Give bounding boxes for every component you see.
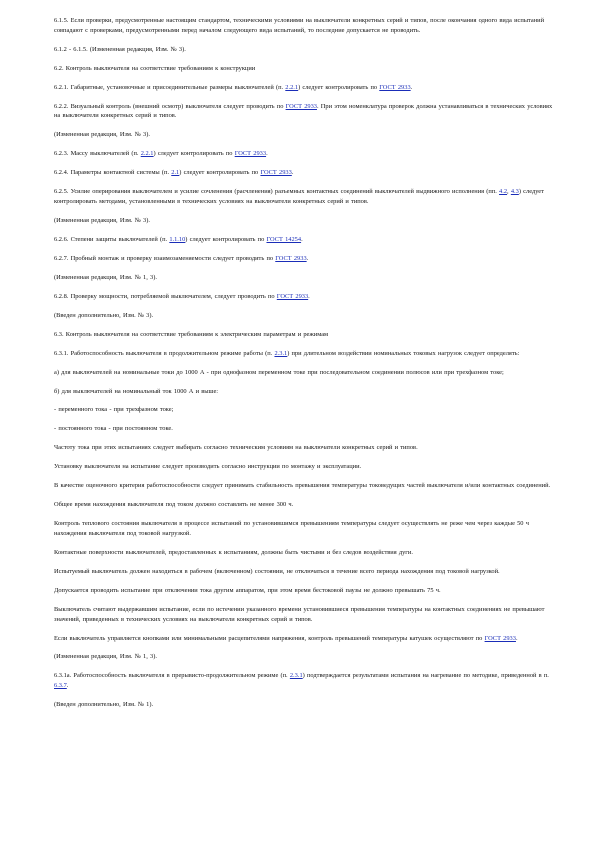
paragraph <box>54 519 555 538</box>
paragraph <box>54 216 555 226</box>
paragraph-text: - постоянного тока - при постоянном токе. <box>54 425 173 433</box>
paragraph <box>54 149 555 159</box>
paragraph <box>54 168 555 178</box>
reference-link[interactable]: 1.1.10 <box>169 235 186 243</box>
paragraph-text: ) подтверждается результатами испытания на нагревание по методике, приведенной в п. <box>302 672 549 680</box>
paragraph <box>54 83 555 93</box>
paragraph <box>54 16 555 35</box>
paragraph-text: (Измененная редакция, Изм. № 1, 3). <box>54 273 157 281</box>
paragraph <box>54 500 555 510</box>
paragraph-text: Установку выключателя на испытание следует производить согласно инструкции по монтажу и эксплуатации. <box>54 463 362 471</box>
paragraph-text: 6.2.2. Визуальный контроль (внешний осмотр) выключателя следует проводить по <box>54 102 286 110</box>
reference-link[interactable]: ГОСТ 2933 <box>276 292 309 300</box>
paragraph-text: 6.2.5. Усилие оперирования выключателем и усилие сочленения (расчленения) разъемных контактных соединений выключателей выдвижного исполнения (пп. <box>54 188 500 196</box>
paragraph-text: - переменного тока - при трехфазном токе; <box>54 406 174 414</box>
reference-link[interactable]: ГОСТ 2933 <box>234 150 267 158</box>
paragraph <box>54 567 555 577</box>
paragraph-text: (Измененная редакция, Изм. № 3). <box>54 216 150 224</box>
paragraph <box>54 443 555 453</box>
paragraph <box>54 652 555 662</box>
paragraph-text: . <box>66 682 69 690</box>
paragraph-text: 6.2.7. Пробный монтаж и проверку взаимозаменяемости следует проводить по <box>54 254 276 262</box>
paragraph-text: Контактные поверхности выключателей, предоставленных к испытаниям, должны быть чистыми и без следов воздействия дуги. <box>54 548 413 556</box>
paragraph <box>54 292 555 302</box>
paragraph <box>54 481 555 491</box>
reference-link[interactable]: ГОСТ 2933 <box>484 634 516 642</box>
paragraph <box>54 330 555 340</box>
paragraph <box>54 102 555 121</box>
paragraph <box>54 187 555 206</box>
paragraph-text: 6.2.8. Проверку мощности, потребляемой выключателем, следует проводить по <box>54 292 277 300</box>
reference-link[interactable]: 2.3.1 <box>274 349 288 357</box>
reference-link[interactable]: ГОСТ 2933 <box>275 254 307 262</box>
reference-link[interactable]: 2.2.1 <box>285 83 299 91</box>
paragraph-text: ) следует контролировать по <box>179 169 261 177</box>
paragraph-text: 6.3.1а. Работоспособность выключателя в прерывисто-продолжительном режиме (п. <box>54 672 290 680</box>
paragraph-text: 6.2.1. Габаритные, установочные и присоединительные размеры выключателей (п. <box>54 83 286 91</box>
paragraph-text: ) следует контролировать методами, установленными в технических условиях на выключатели конкретных серий и типов. <box>54 188 544 205</box>
paragraph <box>54 671 555 690</box>
paragraph <box>54 424 555 434</box>
paragraph <box>54 700 555 710</box>
paragraph-text: ) следует контролировать по <box>153 150 235 158</box>
paragraph-text: (Введен дополнительно, Изм. № 1). <box>54 701 154 709</box>
paragraph-text: Контроль теплового состояния выключателя в процессе испытаний по установившимся превышениям температуры следует осуществлять не реже чем через каждые 50 ч нахождения выключателя под токовой нагрузкой. <box>54 520 529 537</box>
paragraph-text: ) следует контролировать по <box>185 235 267 243</box>
paragraph-text: . <box>410 83 413 91</box>
paragraph-text: 6.2.4. Параметры контактной системы (п. <box>54 169 172 177</box>
paragraph-text: Допускается проводить испытание при отключении тока другим аппаратом, при этом время бестоковой паузы не должно превышать 75 ч. <box>54 586 441 594</box>
paragraph <box>54 605 555 624</box>
reference-link[interactable]: ГОСТ 14254 <box>266 235 302 243</box>
paragraph-text: Частоту тока при этих испытаниях следует выбирать согласно техническим условиям на выключатели конкретных серий и типов. <box>54 444 418 452</box>
paragraph-text: ) следует контролировать по <box>298 83 380 91</box>
paragraph <box>54 45 555 55</box>
paragraph <box>54 586 555 596</box>
paragraph <box>54 273 555 283</box>
paragraph <box>54 462 555 472</box>
paragraph-text: 6.3. Контроль выключателя на соответствие требованиям к электрическим параметрам и режимам <box>54 330 329 338</box>
paragraph-text: . При этом номенклатура проверок должна устанавливаться в технических условиях на выключатели конкретных серий и типов. <box>54 102 553 120</box>
paragraph-text: , <box>507 188 511 196</box>
paragraph-text: . <box>266 150 268 158</box>
paragraph-text: . <box>308 292 310 300</box>
reference-link[interactable]: 2.2.1 <box>140 150 154 158</box>
paragraph-text: (Измененная редакция, Изм. № 1, 3). <box>54 653 157 661</box>
paragraph-text: 6.2.3. Массу выключателей (п. <box>54 150 141 158</box>
paragraph <box>54 64 555 74</box>
paragraph-text: . <box>515 634 518 642</box>
paragraph <box>54 548 555 558</box>
paragraph-text: Общее время нахождения выключателя под током должно составлять не менее 300 ч. <box>54 501 294 509</box>
paragraph <box>54 130 555 140</box>
paragraph <box>54 349 555 359</box>
paragraph-text: ) при длительном воздействии номинальных токовых нагрузок следует определять: <box>287 349 520 357</box>
document-page <box>54 16 555 719</box>
paragraph-text: Испытуемый выключатель должен находиться в рабочем (включенном) состоянии, не отключаться в течение всего периода нахождения под токовой нагрузкой. <box>54 567 500 575</box>
reference-link[interactable]: 6.3.7 <box>54 682 67 690</box>
paragraph-text: . <box>301 235 303 243</box>
paragraph-text: 6.1.5. Если проверки, предусмотренные настоящим стандартом, техническими условиями на выключатели конкретных серий и типов, после окончания одного вида испытаний совпадают с проверками, предусмотренными перед началом следующего вида испытаний, то последние допускается не проводить. <box>54 17 545 34</box>
reference-link[interactable]: 2.1 <box>171 169 180 177</box>
reference-link[interactable]: ГОСТ 2933 <box>285 102 317 110</box>
paragraph-text: а) для выключателей на номинальные токи до 1000 А - при однофазном переменном токе при последовательном соединении полюсов или при трехфазном токе; <box>54 368 504 376</box>
paragraph-text: б) для выключателей на номинальный ток 1000 А и выше: <box>54 387 219 395</box>
paragraph-text: 6.2.6. Степени защиты выключателей (п. <box>54 235 170 243</box>
paragraph-text: В качестве оценочного критерия работоспособности следует принимать стабильность превышения температуры токоведущих частей выключателя и/или контактных соединений. <box>54 482 551 490</box>
paragraph <box>54 254 555 264</box>
paragraph-text: Выключатель считают выдержавшим испытание, если по истечении указанного времени установившиеся превышения температуры на контактных соединениях не превышают значений, приведенных в технических условиях на выключатели конкретных серий и типов. <box>54 605 545 623</box>
paragraph-text: (Измененная редакция, Изм. № 3). <box>54 131 150 139</box>
paragraph <box>54 235 555 245</box>
paragraph-text: (Введен дополнительно, Изм. № 3). <box>54 311 154 319</box>
paragraph <box>54 311 555 321</box>
reference-link[interactable]: 4.2 <box>499 188 508 196</box>
paragraph-text: . <box>291 169 294 177</box>
reference-link[interactable]: 4.3 <box>510 188 519 196</box>
paragraph-text: Если выключатель управляется кнопками или минимальными расцепителями напряжения, контроль превышений температуры катушек осуществляют по <box>54 634 485 642</box>
paragraph <box>54 634 555 644</box>
paragraph <box>54 368 555 378</box>
reference-link[interactable]: ГОСТ 2933 <box>379 83 411 91</box>
paragraph-text: . <box>306 254 309 262</box>
paragraph-text: 6.3.1. Работоспособность выключателя в продолжительном режиме работы (п. <box>54 349 275 357</box>
paragraph <box>54 405 555 415</box>
paragraph-text: 6.2. Контроль выключателя на соответствие требованиям к конструкции <box>54 64 256 72</box>
reference-link[interactable]: 2.3.1 <box>289 672 303 680</box>
paragraph-text: 6.1.2 - 6.1.5. (Измененная редакция, Изм. № 3). <box>54 45 186 53</box>
reference-link[interactable]: ГОСТ 2933 <box>260 169 292 177</box>
paragraph <box>54 387 555 397</box>
